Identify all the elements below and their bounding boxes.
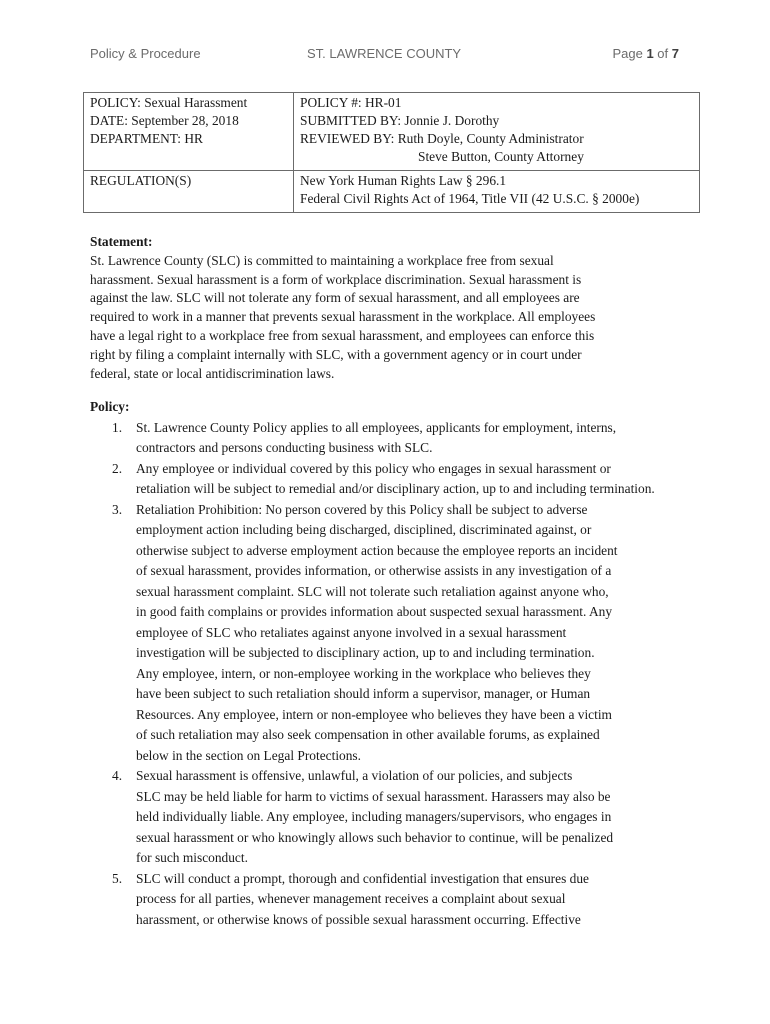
metadata-row-regulations	[84, 171, 700, 213]
header-doc-type: Policy & Procedure	[90, 46, 201, 61]
policy-item	[90, 500, 730, 767]
statement-heading: Statement:	[90, 234, 153, 249]
policy-item-line: process for all parties, whenever management receives a complaint about sexual	[136, 891, 566, 906]
policy-item-line: Resources. Any employee, intern or non-employee who believes they have been a victim	[136, 706, 612, 722]
policy-item-line: SLC may be held liable for harm to victims of sexual harassment. Harassers may also be	[136, 788, 611, 804]
policy-item-line: Retaliation Prohibition: No person covered by this Policy shall be subject to adverse	[136, 501, 588, 517]
policy-number: POLICY #: HR-01	[300, 95, 402, 110]
policy-item-number: 2.	[112, 460, 123, 476]
policy-item-line: Any employee, intern, or non-employee working in the workplace who believes they	[136, 665, 591, 681]
policy-item-line: for such misconduct.	[136, 850, 248, 865]
policy-item-line: St. Lawrence County Policy applies to all employees, applicants for employment, interns,	[136, 419, 617, 435]
regulations-cell	[294, 171, 700, 213]
submitted-by: SUBMITTED BY: Jonnie J. Dorothy	[300, 113, 500, 128]
policy-list	[90, 418, 730, 931]
policy-item-line: in good faith complains or provides information about suspected sexual harassment. Any	[136, 604, 613, 619]
policy-item-line: sexual harassment complaint. SLC will not tolerate such retaliation against anyone who,	[136, 583, 609, 599]
policy-title: POLICY: Sexual Harassment	[90, 95, 248, 110]
metadata-cell-right	[294, 93, 700, 171]
policy-item-number: 1.	[112, 419, 123, 435]
statement-line: St. Lawrence County (SLC) is committed to maintaining a workplace free from sexual	[90, 252, 554, 268]
policy-item	[90, 766, 730, 869]
policy-section	[90, 397, 730, 930]
page-prefix: Page	[612, 46, 647, 61]
header-organization: ST. LAWRENCE COUNTY	[307, 46, 462, 61]
metadata-cell-left	[84, 93, 294, 171]
policy-metadata-table	[83, 92, 700, 213]
policy-item-line: of such retaliation may also seek compensation in other available forums, as explained	[136, 727, 600, 742]
policy-item-line: investigation will be subjected to disciplinary action, up to and including termination.	[136, 645, 595, 660]
policy-date: DATE: September 28, 2018	[90, 113, 239, 128]
policy-item-line: below in the section on Legal Protections.	[136, 747, 361, 763]
policy-item	[90, 459, 730, 500]
policy-item-line: have been subject to such retaliation should inform a supervisor, manager, or Human	[136, 686, 591, 701]
policy-item-line: Sexual harassment is offensive, unlawful, a violation of our policies, and subjects	[136, 768, 573, 783]
policy-item	[90, 418, 730, 459]
statement-line: have a legal right to a workplace free from sexual harassment, and employees can enforce this	[90, 327, 595, 343]
statement-section	[90, 233, 680, 383]
reviewed-by-second: Steve Button, County Attorney	[418, 149, 584, 164]
policy-item-line: sexual harassment or who knowingly allows such behavior to continue, will be penalized	[136, 829, 614, 845]
policy-item-number: 5.	[112, 870, 123, 886]
page-indicator	[612, 46, 679, 61]
regulations-label: REGULATION(S)	[90, 173, 192, 188]
metadata-row-main	[84, 93, 700, 171]
regulations-label-cell	[84, 171, 294, 213]
policy-item-line: SLC will conduct a prompt, thorough and confidential investigation that ensures due	[136, 870, 589, 886]
page-of: of	[653, 46, 672, 61]
policy-item-line: Any employee or individual covered by this policy who engages in sexual harassment or	[136, 460, 611, 476]
policy-item	[90, 869, 730, 931]
policy-item-line: harassment, or otherwise knows of possible sexual harassment occurring. Effective	[136, 911, 581, 927]
page-current: 1	[646, 46, 654, 61]
regulation-item: Federal Civil Rights Act of 1964, Title VII (42 U.S.C. § 2000e)	[300, 191, 640, 206]
regulation-item: New York Human Rights Law § 296.1	[300, 173, 507, 188]
policy-heading: Policy:	[90, 399, 130, 414]
page-total: 7	[671, 46, 679, 61]
policy-item-line: otherwise subject to adverse employment action because the employee reports an incident	[136, 542, 618, 558]
statement-line: federal, state or local antidiscrimination laws.	[90, 365, 335, 381]
policy-item-line: contractors and persons conducting business with SLC.	[136, 440, 433, 455]
policy-item-line: retaliation will be subject to remedial and/or disciplinary action, up to and including termination.	[136, 481, 655, 496]
statement-line: right by filing a complaint internally with SLC, with a government agency or in court under	[90, 346, 582, 362]
statement-line: against the law. SLC will not tolerate any form of sexual harassment, and all employees are	[90, 290, 580, 306]
policy-item-line: of sexual harassment, provides information, or otherwise assists in any investigation of a	[136, 563, 612, 578]
policy-item-number: 3.	[112, 501, 123, 517]
policy-item-line: held individually liable. Any employee, including managers/supervisors, who engages in	[136, 809, 612, 824]
policy-department: DEPARTMENT: HR	[90, 131, 203, 146]
statement-line: harassment. Sexual harassment is a form of workplace discrimination. Sexual harassment is	[90, 271, 582, 287]
statement-line: required to work in a manner that prevents sexual harassment in the workplace. All employees	[90, 309, 596, 325]
policy-item-line: employment action including being discharged, disciplined, discriminated against, or	[136, 522, 592, 537]
policy-item-line: employee of SLC who retaliates against anyone involved in a sexual harassment	[136, 624, 567, 640]
page-header	[90, 46, 685, 66]
reviewed-by: REVIEWED BY: Ruth Doyle, County Administrator	[300, 131, 584, 146]
policy-item-number: 4.	[112, 768, 123, 783]
